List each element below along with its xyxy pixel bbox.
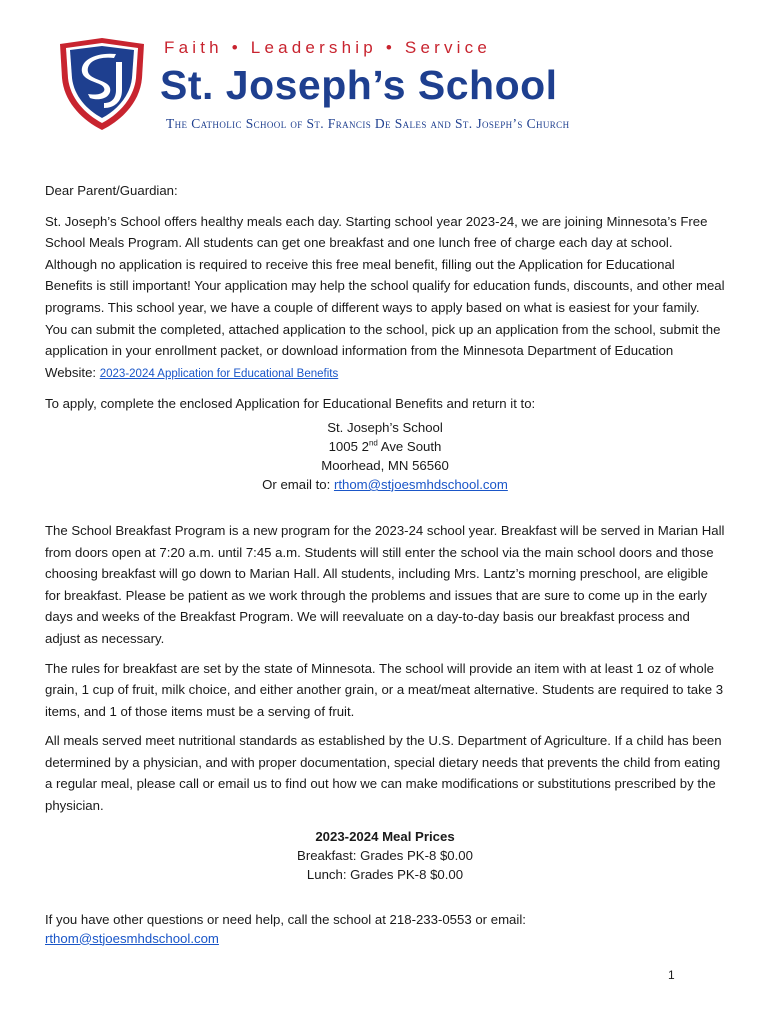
- nutrition-paragraph: All meals served meet nutritional standards as established by the U.S. Department of Agriculture. If a child has been determined by a physician, and with proper documentation, special dietary needs that prevents the child from eating a regular meal, please call or email us to find out how we can make modifications or substitutions prescribed by the physician.: [45, 733, 722, 814]
- school-name-logo: St. Joseph’s School: [160, 62, 558, 108]
- school-subtitle: The Catholic School of St. Francis De Sales and St. Joseph’s Church: [166, 116, 570, 131]
- breakfast-price: Breakfast: Grades PK-8 $0.00: [297, 847, 473, 863]
- letter-body: [45, 180, 725, 948]
- meal-prices: [45, 827, 725, 884]
- apply-instructions: To apply, complete the enclosed Application for Educational Benefits and return it to:: [45, 396, 536, 412]
- greeting: Dear Parent/Guardian:: [45, 183, 178, 198]
- breakfast-program-paragraph: The School Breakfast Program is a new program for the 2023-24 school year. Breakfast will be served in Marian Hall from doors open at 7:20 a.m. until 7:45 a.m. Students will still enter the school via the main school doors and those choosing breakfast will go down to Marian Hall. All students, including Mrs. Lantz’s morning preschool, are eligible for breakfast. Please be patient as we work through the problems and issues that are sure to come up in the early days and weeks of the Breakfast Program. We will reevaluate on a day-to-day basis our breakfast process and adjust as necessary.: [45, 522, 725, 646]
- page-number: 1: [668, 968, 675, 982]
- closing-email-link[interactable]: rthom@stjoesmhdschool.com: [45, 930, 219, 946]
- lunch-price: Lunch: Grades PK-8 $0.00: [306, 866, 464, 882]
- mailing-address: [45, 418, 725, 494]
- contact-email-link[interactable]: rthom@stjoesmhdschool.com: [333, 476, 508, 492]
- address-email-line: Or email to: rthom@stjoesmhdschool.com: [262, 476, 508, 492]
- school-tagline: Faith • Leadership • Service: [164, 38, 491, 57]
- address-street: 1005 2nd Ave South: [328, 438, 442, 454]
- meal-prices-title: 2023-2024 Meal Prices: [315, 828, 455, 844]
- intro-paragraph: [45, 211, 725, 386]
- school-letterhead: [56, 36, 616, 136]
- address-city: Moorhead, MN 56560: [321, 457, 449, 473]
- intro-text: St. Joseph’s School offers healthy meals each day. Starting school year 2023-24, we are joining Minnesota’s Free School Meals Program. All students can get one breakfast and one lunch free of charge each day at school. Although no application is required to receive this free meal benefit, filling out the Application for Educational Benefits is still important! Your application may help the school qualify for education funds, discounts, and other meal programs. This school year, we have a couple of different ways to apply based on what is easiest for your family. You can submit the completed, attached application to the school, pick up an application from the school, submit the application in your enrollment packet, or download information from the Minnesota Department of Education Website:: [45, 213, 725, 380]
- breakfast-rules-paragraph: The rules for breakfast are set by the state of Minnesota. The school will provide an item with at least 1 oz of whole grain, 1 cup of fruit, milk choice, and either another grain, or a meat/meat alternative. Students are required to take 3 items, and 1 of those items must be a serving of fruit.: [45, 660, 724, 719]
- sj-shield-crest-icon: [56, 36, 148, 132]
- address-name: St. Joseph’s School: [327, 419, 443, 435]
- closing-paragraph: If you have other questions or need help, call the school at 218-233-0553 or email: rthom@stjoesmhdschool.com: [45, 911, 526, 946]
- application-link[interactable]: 2023-2024 Application for Educational Benefits: [99, 367, 339, 380]
